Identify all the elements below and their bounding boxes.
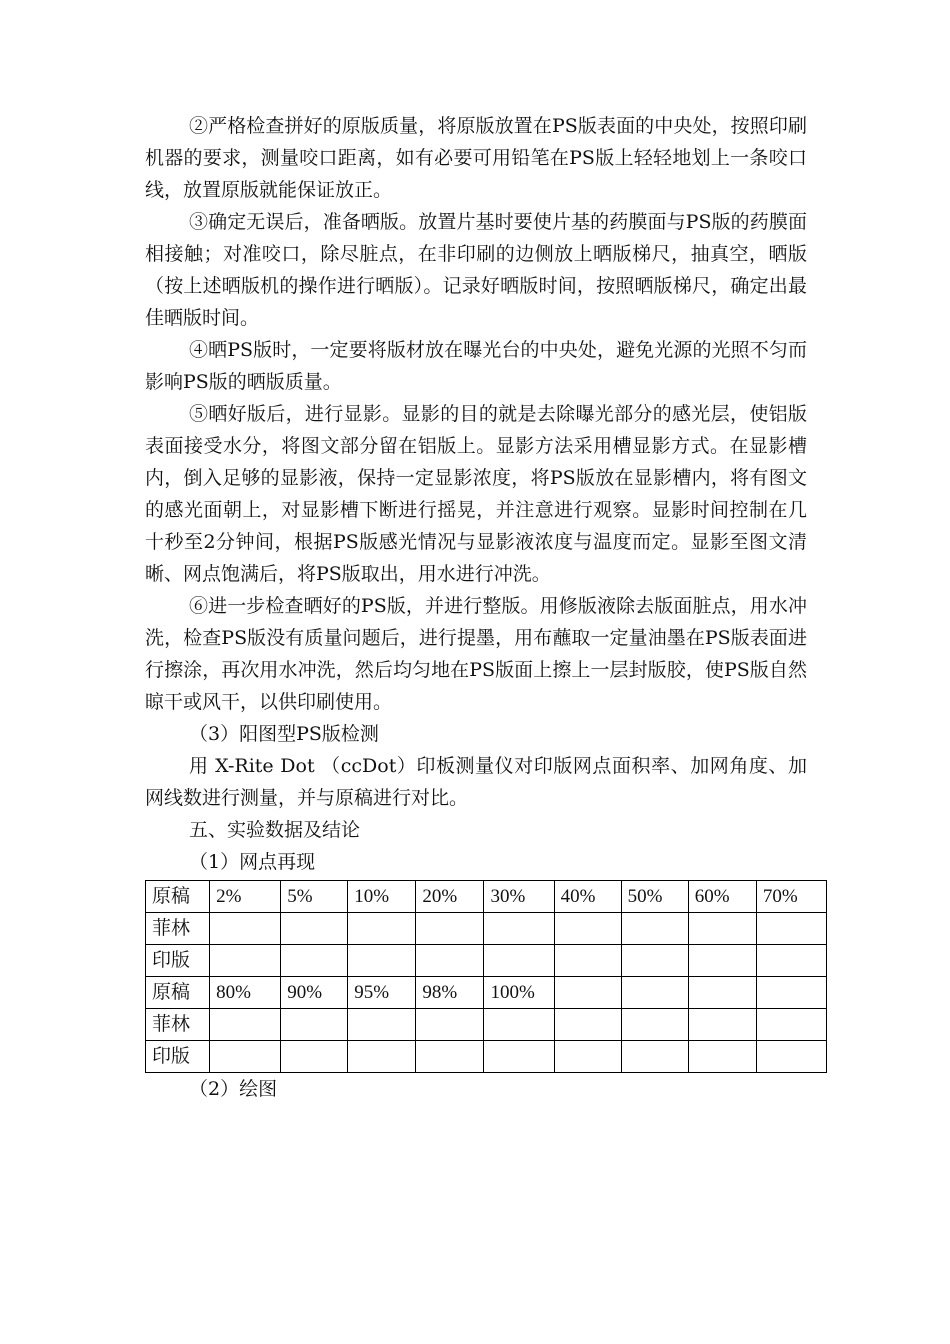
table-cell: 50%	[621, 881, 688, 913]
table-cell	[210, 1009, 281, 1041]
table-cell	[348, 1009, 416, 1041]
table-cell	[756, 1041, 826, 1073]
table-cell	[484, 913, 554, 945]
table-cell	[621, 1041, 688, 1073]
table-cell	[348, 1041, 416, 1073]
table-cell	[210, 1041, 281, 1073]
table-cell: 90%	[281, 977, 348, 1009]
table-cell	[554, 977, 621, 1009]
table-cell	[554, 945, 621, 977]
table-row-header: 印版	[146, 1041, 210, 1073]
paragraph-step-5: ⑤晒好版后，进行显影。显影的目的就是去除曝光部分的感光层，使铝版表面接受水分，将图文部分留在铝版上。显影方法采用槽显影方式。在显影槽内，倒入足够的显影液，保持一定显影浓度，将PS版放在显影槽内，将有图文的感光面朝上，对显影槽下断进行摇晃，并注意进行观察。显影时间控制在几十秒至2分钟间，根据PS版感光情况与显影液浓度与温度而定。显影至图文清晰、网点饱满后，将PS版取出，用水进行冲洗。	[145, 403, 807, 585]
table-cell	[281, 945, 348, 977]
table-cell	[554, 1041, 621, 1073]
table-row-header: 印版	[146, 945, 210, 977]
table-cell: 98%	[416, 977, 484, 1009]
table-cell: 100%	[484, 977, 554, 1009]
table-cell: 40%	[554, 881, 621, 913]
table-cell: 20%	[416, 881, 484, 913]
table-cell	[416, 1009, 484, 1041]
table-row	[146, 1009, 827, 1041]
table-cell: 70%	[756, 881, 826, 913]
table-cell: 5%	[281, 881, 348, 913]
table-cell	[416, 913, 484, 945]
table-cell	[756, 913, 826, 945]
table-cell	[621, 913, 688, 945]
table-cell	[621, 945, 688, 977]
paragraph-step-2: ②严格检查拼好的原版质量，将原版放置在PS版表面的中央处，按照印刷机器的要求，测量咬口距离，如有必要可用铅笔在PS版上轻轻地划上一条咬口线，放置原版就能保证放正。	[145, 115, 807, 201]
table-row-header: 原稿	[146, 977, 210, 1009]
table-cell	[484, 1041, 554, 1073]
subsection-2-title: （2）绘图	[189, 1078, 278, 1100]
table-cell	[484, 945, 554, 977]
paragraph-step-6: ⑥进一步检查晒好的PS版，并进行整版。用修版液除去版面脏点，用水冲洗，检查PS版没有质量问题后，进行提墨，用布蘸取一定量油墨在PS版表面进行擦涂，再次用水冲洗，然后均匀地在PS版面上擦上一层封版胶，使PS版自然晾干或风干，以供印刷使用。	[145, 595, 807, 713]
table-cell	[688, 1009, 756, 1041]
table-cell: 80%	[210, 977, 281, 1009]
table-cell	[554, 913, 621, 945]
table-row	[146, 945, 827, 977]
table-cell	[416, 945, 484, 977]
table-cell	[688, 1041, 756, 1073]
table-row-header: 菲林	[146, 913, 210, 945]
table-cell	[554, 1009, 621, 1041]
table-cell: 60%	[688, 881, 756, 913]
table-cell	[281, 1041, 348, 1073]
table-row	[146, 881, 827, 913]
table-cell	[621, 1009, 688, 1041]
paragraph-step-4: ④晒PS版时，一定要将版材放在曝光台的中央处，避免光源的光照不匀而影响PS版的晒版质量。	[145, 339, 807, 393]
table-cell	[416, 1041, 484, 1073]
table-row	[146, 913, 827, 945]
table-row	[146, 977, 827, 1009]
table-cell	[281, 1009, 348, 1041]
table-cell: 2%	[210, 881, 281, 913]
table-cell	[688, 913, 756, 945]
subsection-1-title: （1）网点再现	[189, 851, 316, 873]
table-row	[146, 1041, 827, 1073]
table-cell	[348, 913, 416, 945]
dot-reproduction-table	[145, 880, 827, 1073]
table-cell	[688, 977, 756, 1009]
document-page	[145, 110, 807, 1105]
table-cell	[756, 977, 826, 1009]
section-3-text: 用 X-Rite Dot （ccDot）印板测量仪对印版网点面积率、加网角度、加网线数进行测量，并与原稿进行对比。	[145, 755, 807, 809]
table-cell	[281, 913, 348, 945]
paragraph-step-3: ③确定无误后，准备晒版。放置片基时要使片基的药膜面与PS版的药膜面相接触；对准咬口，除尽脏点，在非印刷的边侧放上晒版梯尺，抽真空，晒版（按上述晒版机的操作进行晒版）。记录好晒版时间，按照晒版梯尺，确定出最佳晒版时间。	[145, 211, 807, 329]
table-cell: 95%	[348, 977, 416, 1009]
table-cell	[621, 977, 688, 1009]
table-cell: 10%	[348, 881, 416, 913]
table-cell: 30%	[484, 881, 554, 913]
table-cell	[348, 945, 416, 977]
table-cell	[688, 945, 756, 977]
table-cell	[756, 945, 826, 977]
table-cell	[756, 1009, 826, 1041]
table-cell	[210, 945, 281, 977]
table-row-header: 菲林	[146, 1009, 210, 1041]
section-3-title: （3）阳图型PS版检测	[189, 723, 379, 745]
table-cell	[484, 1009, 554, 1041]
table-row-header: 原稿	[146, 881, 210, 913]
table-cell	[210, 913, 281, 945]
section-5-title: 五、实验数据及结论	[189, 819, 361, 841]
